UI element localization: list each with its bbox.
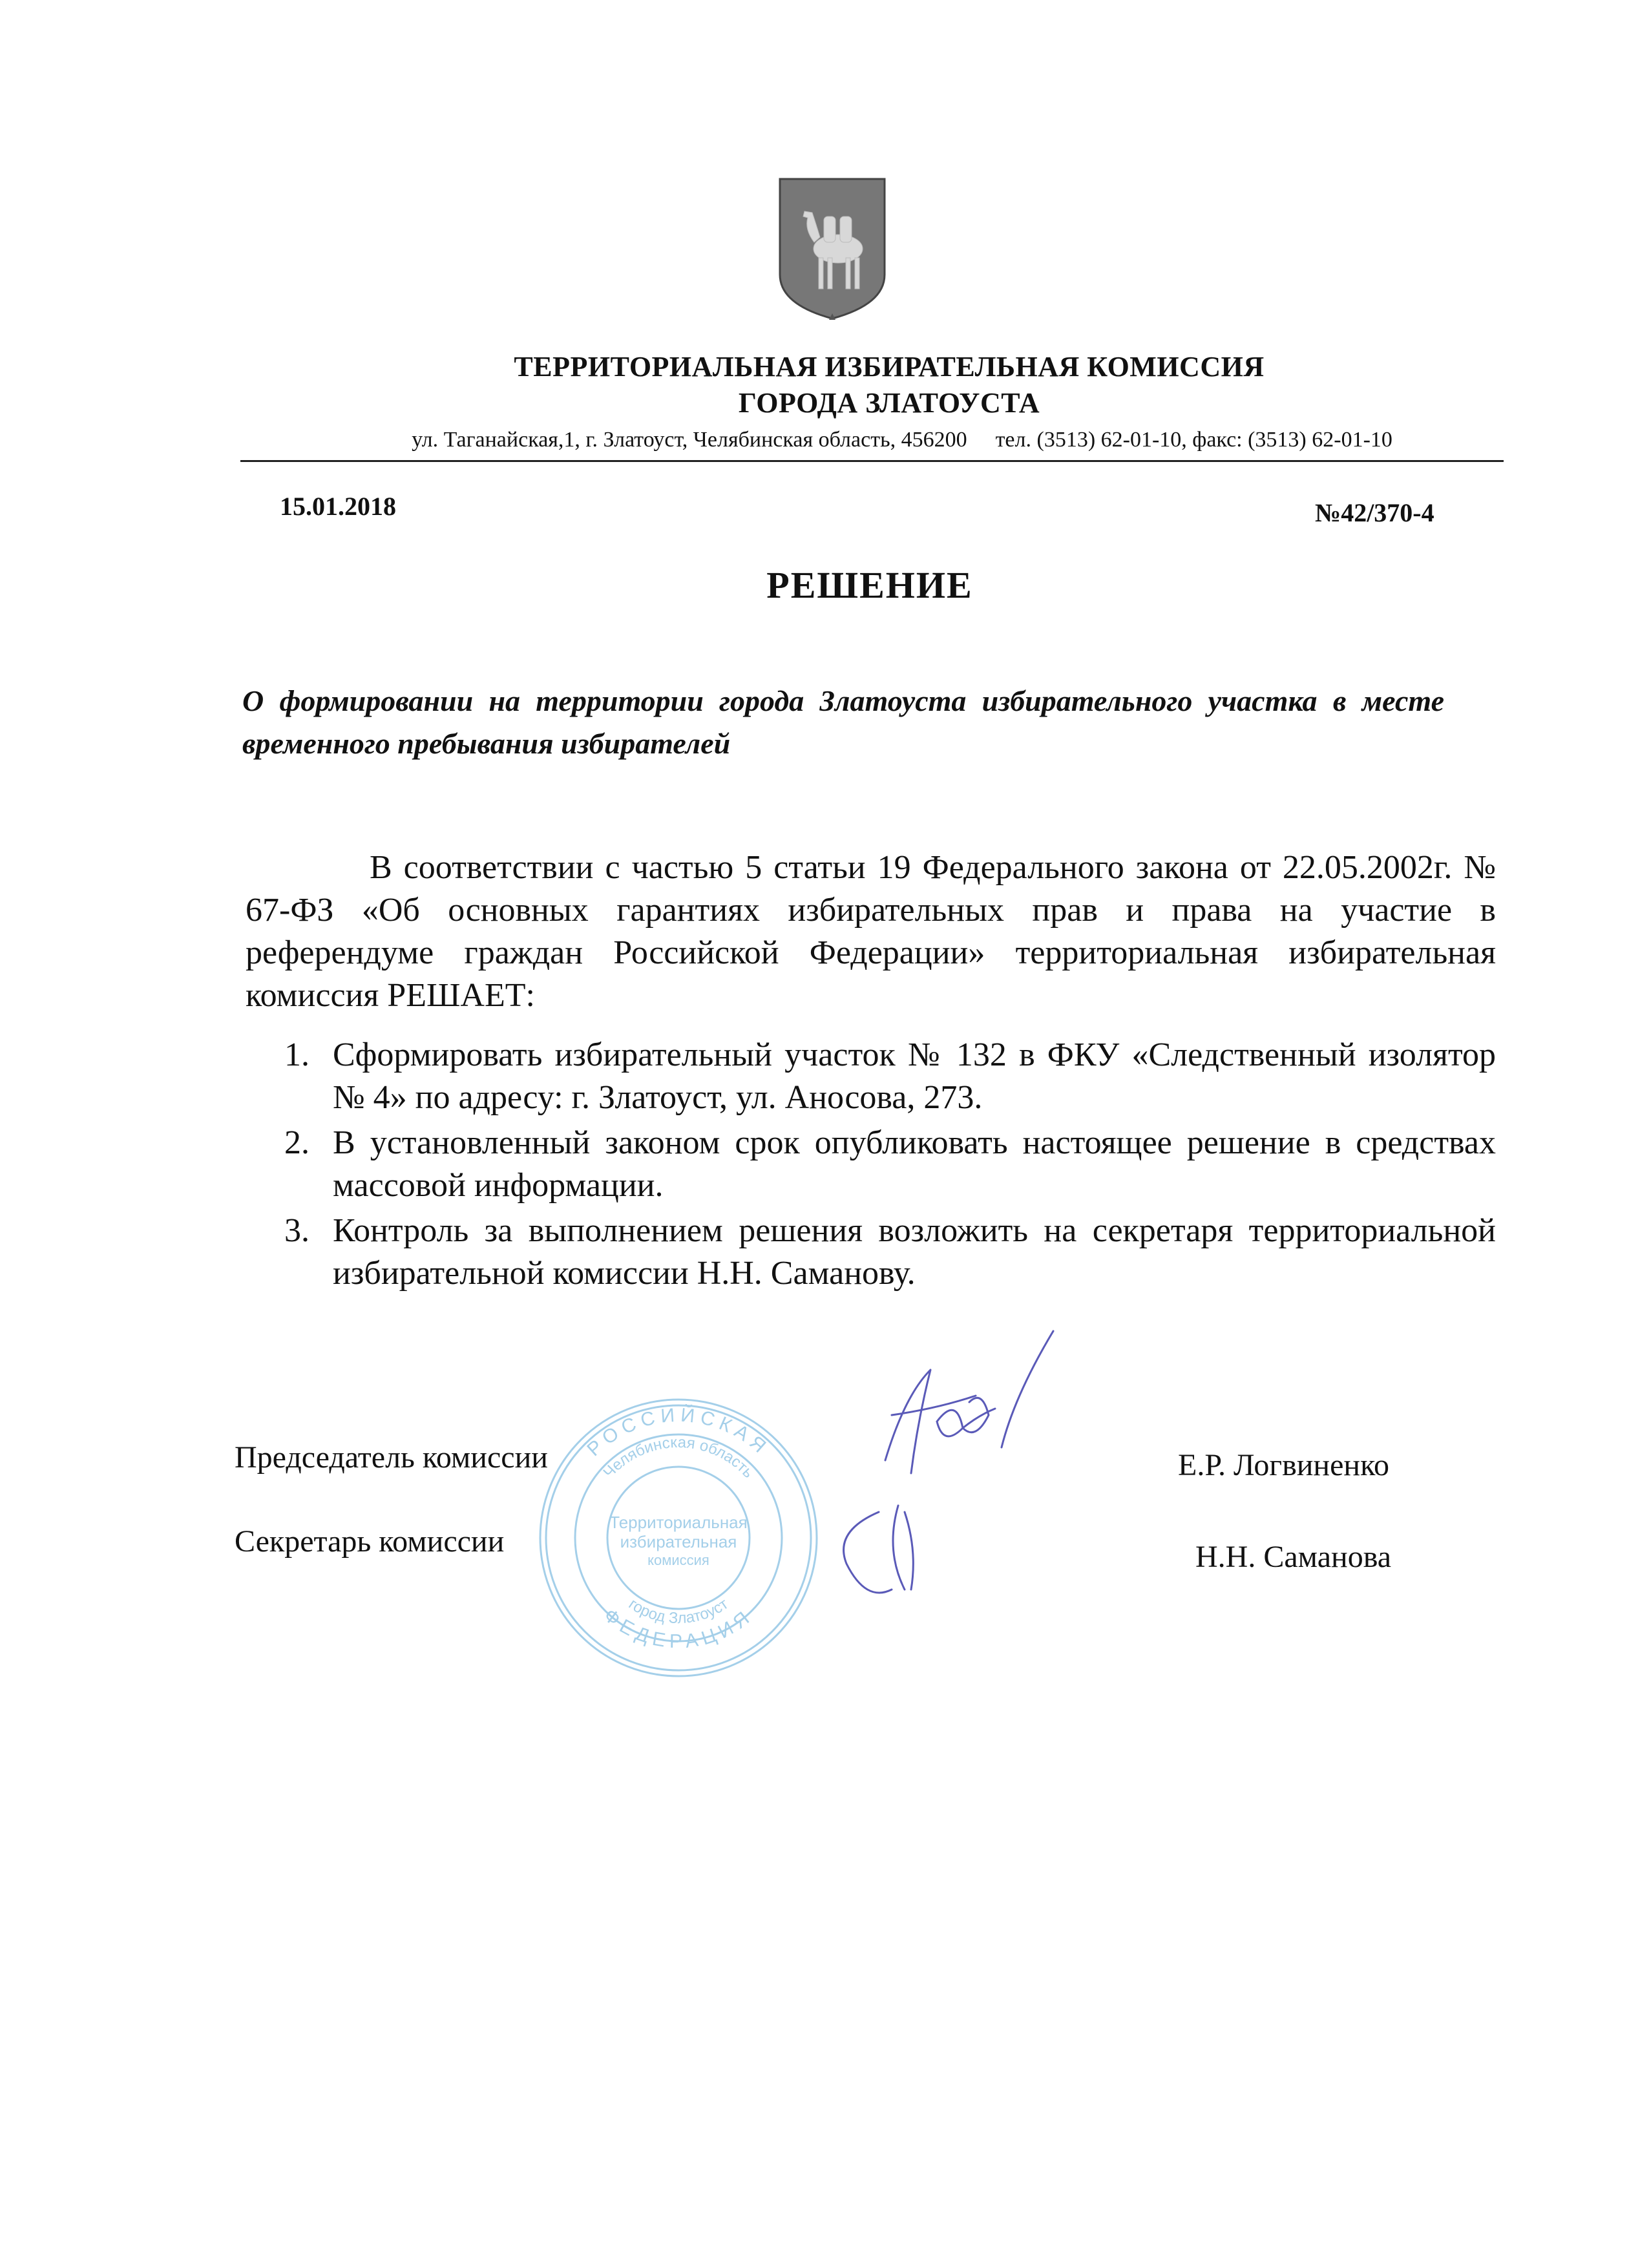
item-text: Контроль за выполнением решения возложить на секретаря территориальной избирательной комиссии Н.Н. Саманову. [333,1212,1496,1292]
chair-name: Е.Р. Логвиненко [1178,1448,1389,1482]
item-number: 3. [284,1212,310,1249]
svg-text:город Златоуст: город Златоуст [625,1595,732,1628]
resolution-item [246,1210,1496,1295]
header-divider [240,460,1504,462]
item-number: 1. [284,1036,310,1073]
organization-city: ГОРОДА ЗЛАТОУСТА [738,387,1040,419]
svg-text:ФЕДЕРАЦИЯ: ФЕДЕРАЦИЯ [599,1604,758,1653]
organization-contacts [78,428,1649,452]
item-text: В установленный законом срок опубликовать настоящее решение в средствах массовой информации. [333,1124,1496,1204]
organization-address: ул. Таганайская,1, г. Златоуст, Челябинская область, 456200 [412,428,967,452]
official-stamp [536,1396,821,1680]
item-text: Сформировать избирательный участок № 132 в ФКУ «Следственный изолятор № 4» по адресу: г. Златоуст, ул. Аносова, 273. [333,1036,1496,1116]
document-subject: О формировании на территории города Златоуста избирательного участка в месте временного пребывания избирателей [242,684,1444,760]
svg-text:комиссия: комиссия [647,1552,709,1568]
organization-name: ТЕРРИТОРИАЛЬНАЯ ИЗБИРАТЕЛЬНАЯ КОМИССИЯ [514,351,1265,383]
document-type-title: РЕШЕНИЕ [766,564,973,606]
svg-text:избирательная: избирательная [620,1532,737,1551]
resolution-items [246,1034,1496,1297]
resolution-item [246,1122,1496,1207]
resolution-item [246,1034,1496,1119]
document-number: №42/370-4 [1315,498,1434,527]
handwritten-signature [808,1318,1105,1615]
item-number: 2. [284,1124,310,1161]
secretary-label: Секретарь комиссии [235,1524,505,1559]
svg-text:Челябинская область: Челябинская область [600,1433,757,1482]
coat-of-arms-icon [779,178,886,320]
chair-label: Председатель комиссии [235,1440,548,1475]
organization-phone-fax: тел. (3513) 62-01-10, факс: (3513) 62-01-10 [995,428,1392,452]
preamble-paragraph: В соответствии с частью 5 статьи 19 Федерального закона от 22.05.2002г. № 67-ФЗ «Об основных гарантиях избирательных прав и права на участие в референдуме граждан Российской Федерации» территориальная избирательная комиссия РЕШАЕТ: [246,849,1496,1014]
svg-text:РОССИЙСКАЯ: РОССИЙСКАЯ [583,1404,774,1461]
secretary-name: Н.Н. Саманова [1195,1540,1392,1574]
svg-text:Территориальная: Территориальная [609,1513,748,1532]
document-date: 15.01.2018 [280,492,396,521]
